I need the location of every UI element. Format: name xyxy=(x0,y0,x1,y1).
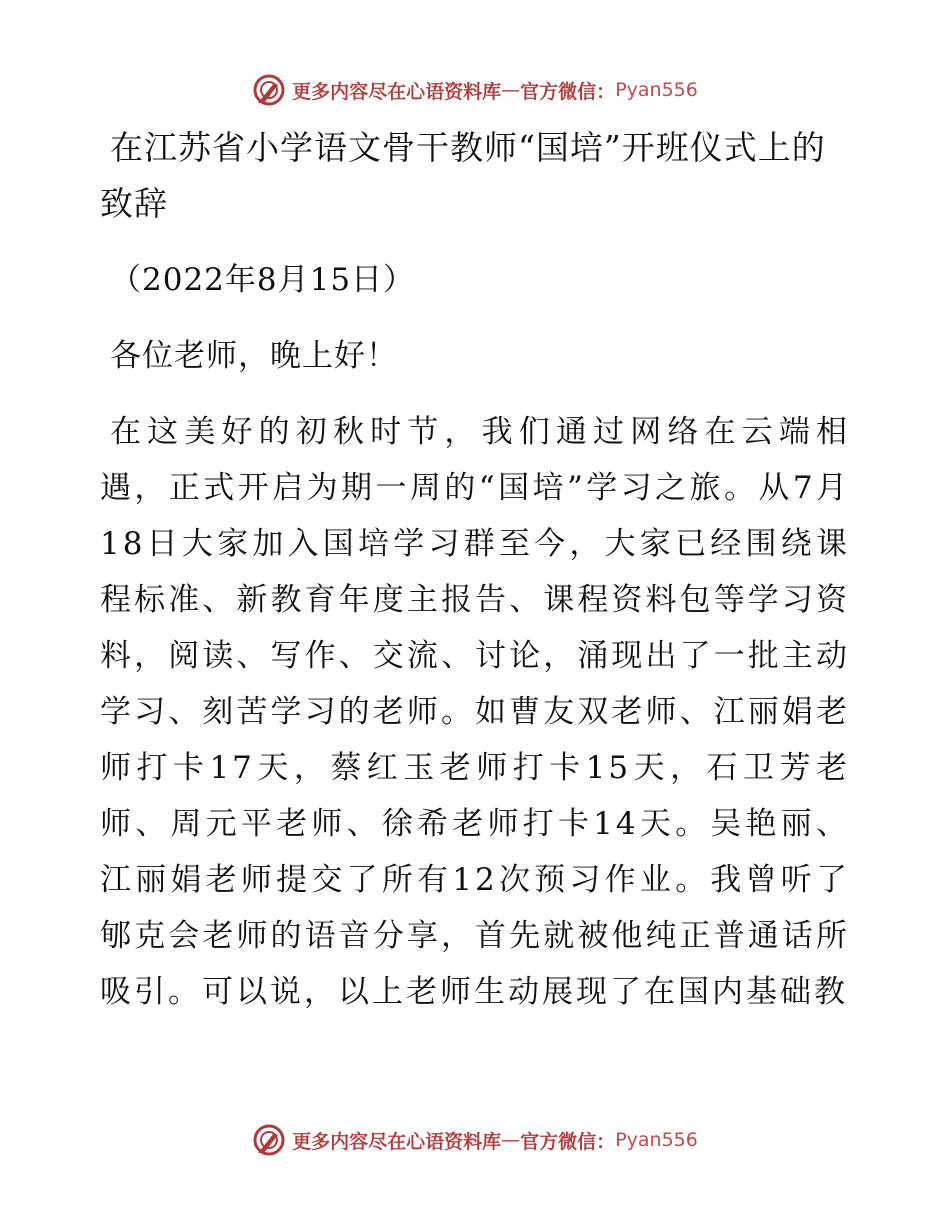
quill-logo-icon xyxy=(252,1123,286,1157)
document-date: （2022年8月15日） xyxy=(110,262,416,298)
watermark-dash: — xyxy=(501,79,521,101)
document-title: 在江苏省小学语文骨干教师“国培”开班仪式上的致辞 xyxy=(100,128,826,223)
watermark-official: 官方微信： xyxy=(520,1130,616,1153)
document-paragraph: 在这美好的初秋时节，我们通过网络在云端相遇，正式开启为期一周的“国培”学习之旅。从7月18日大家加入国培学习群至今，大家已经围绕课程标准、新教育年度主报告、课程资料包等学习资料，阅读、写作、交流、讨论，涌现出了一批主动学习、刻苦学习的老师。如曹友双老师、江丽娟老师打卡17天，蔡红玉老师打卡15天，石卫芳老师、周元平老师、徐希老师打卡14天。吴艳丽、江丽娟老师提交了所有12次预习作业。我曾听了郇克会老师的语音分享，首先就被他纯正普通话所吸引。可以说，以上老师生动展现了在国内基础教 xyxy=(100,414,850,1010)
watermark-text: 更多内容尽在心语资料库 xyxy=(292,1130,502,1153)
watermark-official: 官方微信： xyxy=(520,80,616,103)
document-body xyxy=(100,120,860,1020)
watermark-id: Pyan556 xyxy=(615,79,698,101)
document-greeting: 各位老师，晚上好！ xyxy=(110,338,398,374)
watermark-id: Pyan556 xyxy=(615,1129,698,1151)
watermark-text: 更多内容尽在心语资料库 xyxy=(292,80,502,103)
header-watermark xyxy=(0,70,950,110)
watermark-dash: — xyxy=(501,1129,521,1151)
quill-logo-icon xyxy=(252,73,286,107)
footer-watermark xyxy=(0,1120,950,1160)
